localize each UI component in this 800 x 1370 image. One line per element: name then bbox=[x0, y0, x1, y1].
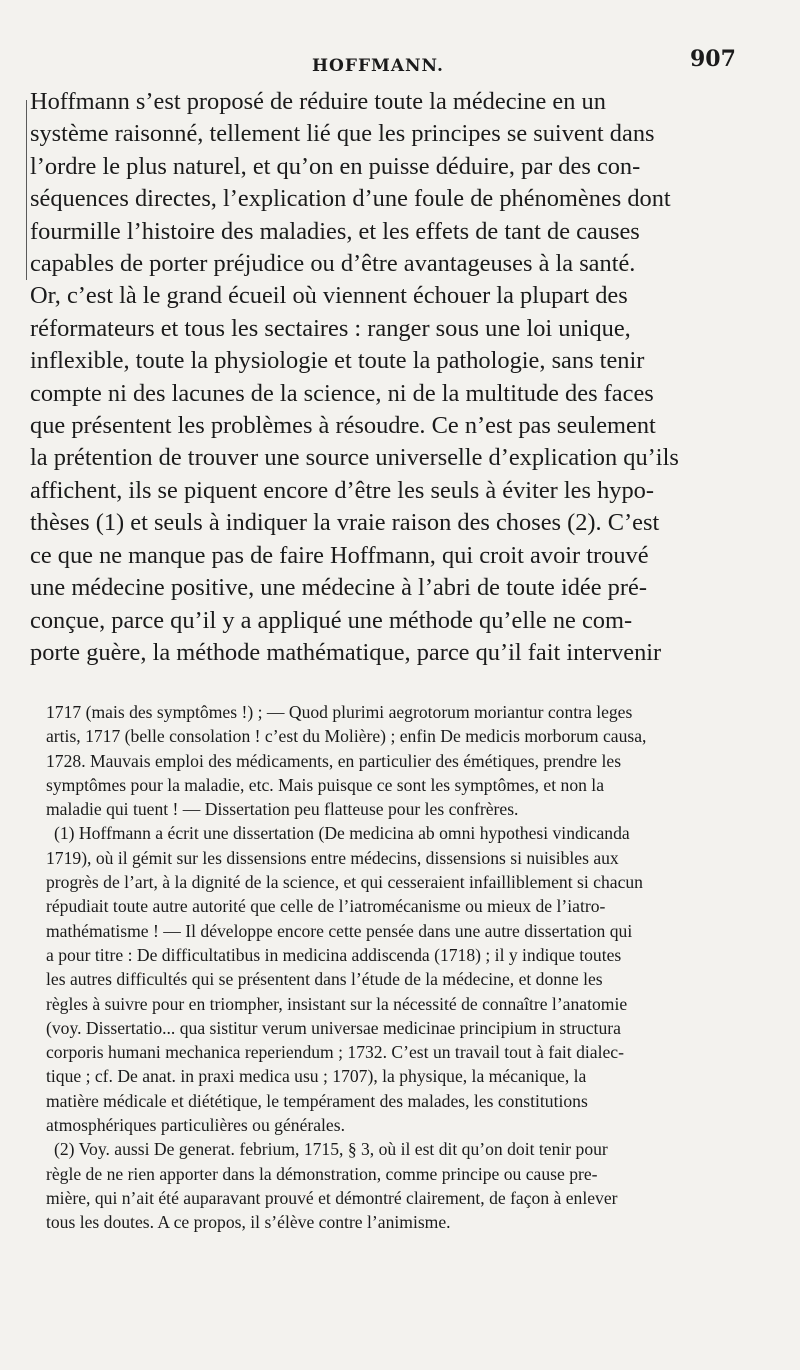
body-line: Hoffmann s’est proposé de réduire toute la médecine en un bbox=[30, 88, 606, 115]
body-line: porte guère, la méthode mathématique, parce qu’il fait intervenir bbox=[30, 638, 662, 666]
page-header bbox=[0, 42, 800, 82]
body-line: ce que ne manque pas de faire Hoffmann, qui croit avoir trouvé bbox=[30, 541, 649, 569]
body-line: compte ni des lacunes de la science, ni de la multitude des faces bbox=[30, 379, 654, 407]
footnote-line: (voy. Dissertatio... qua sistitur verum universae medicinae principium in structura bbox=[46, 1017, 621, 1038]
footnote-2 bbox=[46, 1137, 758, 1234]
footnote-line: 1728. Mauvais emploi des médicaments, en particulier des émétiques, prendre les bbox=[46, 750, 622, 771]
body-line: conçue, parce qu’il y a appliqué une méthode qu’elle ne com- bbox=[30, 606, 633, 634]
footnotes bbox=[46, 700, 758, 1235]
body-line: Or, c’est là le grand écueil où viennent échouer la plupart des bbox=[30, 282, 628, 310]
footnote-line: mière, qui n’ait été auparavant prouvé et démontré clairement, de façon à enlever bbox=[46, 1187, 618, 1208]
body-line: inflexible, toute la physiologie et toute la pathologie, sans tenir bbox=[30, 347, 645, 375]
body-line: séquences directes, l’explication d’une foule de phénomènes dont bbox=[30, 185, 671, 213]
footnote-1 bbox=[46, 821, 758, 1137]
body-line: la prétention de trouver une source universelle d’explication qu’ils bbox=[30, 444, 679, 472]
running-head: HOFFMANN. bbox=[312, 56, 444, 76]
footnote-line: 1717 (mais des symptômes !) ; — Quod plurimi aegrotorum moriantur contra leges bbox=[46, 702, 633, 722]
footnote-line: symptômes pour la maladie, etc. Mais puisque ce sont les symptômes, et non la bbox=[46, 774, 605, 795]
page-number: 907 bbox=[690, 46, 736, 72]
footnote-line: progrès de l’art, à la dignité de la science, et qui cesseraient infailliblement si chacun bbox=[46, 872, 643, 893]
footnote-line: mathématisme ! — Il développe encore cette pensée dans une autre dissertation qui bbox=[46, 920, 633, 941]
footnote-line: 1719), où il gémit sur les dissensions entre médecins, dissensions si nuisibles aux bbox=[46, 847, 619, 868]
body-line: thèses (1) et seuls à indiquer la vraie raison des choses (2). C’est bbox=[30, 509, 660, 537]
footnote-line: corporis humani mechanica reperiendum ; 1732. C’est un travail tout à fait dialec- bbox=[46, 1042, 624, 1063]
footnote-line: tique ; cf. De anat. in praxi medica usu ; 1707), la physique, la mécanique, la bbox=[46, 1066, 587, 1087]
body-line: fourmille l’histoire des maladies, et les effets de tant de causes bbox=[30, 217, 640, 245]
footnote-line: (2) Voy. aussi De generat. febrium, 1715, § 3, où il est dit qu’on doit tenir pour bbox=[54, 1139, 608, 1160]
footnote-line: tous les doutes. A ce propos, il s’élève contre l’animisme. bbox=[46, 1212, 451, 1233]
body-line: capables de porter préjudice ou d’être avantageuses à la santé. bbox=[30, 250, 636, 278]
footnote-line: (1) Hoffmann a écrit une dissertation (De medicina ab omni hypothesi vindicanda bbox=[54, 823, 630, 844]
footnote-line: répudiait toute autre autorité que celle de l’iatromécanisme ou mieux de l’iatro- bbox=[46, 896, 606, 917]
body-line: que présentent les problèmes à résoudre. Ce n’est pas seulement bbox=[30, 412, 656, 440]
body-line: réformateurs et tous les sectaires : ranger sous une loi unique, bbox=[30, 314, 631, 342]
body-line: système raisonné, tellement lié que les principes se suivent dans bbox=[30, 120, 655, 148]
body-line: l’ordre le plus naturel, et qu’on en puisse déduire, par des con- bbox=[30, 152, 641, 180]
footnote-line: artis, 1717 (belle consolation ! c’est du Molière) ; enfin De medicis morborum causa, bbox=[46, 726, 647, 747]
footnote-line: matière médicale et diététique, le tempérament des malades, les constitutions bbox=[46, 1090, 588, 1111]
body-line: affichent, ils se piquent encore d’être les seuls à éviter les hypo- bbox=[30, 476, 654, 504]
main-text bbox=[30, 86, 740, 669]
margin-line bbox=[26, 100, 27, 280]
footnote-line: atmosphériques particulières ou générales. bbox=[46, 1115, 345, 1136]
footnote-line: a pour titre : De difficultatibus in medicina addiscenda (1718) ; il y indique toutes bbox=[46, 944, 622, 965]
footnote-line: règles à suivre pour en triompher, insistant sur la nécessité de connaître l’anatomie bbox=[46, 993, 628, 1014]
footnote-continuation bbox=[46, 700, 758, 821]
footnote-line: les autres difficultés qui se présentent dans l’étude de la médecine, et donne les bbox=[46, 969, 603, 990]
footnote-line: règle de ne rien apporter dans la démonstration, comme principe ou cause pre- bbox=[46, 1163, 598, 1184]
footnote-line: maladie qui tuent ! — Dissertation peu flatteuse pour les confrères. bbox=[46, 799, 519, 820]
body-line: une médecine positive, une médecine à l’abri de toute idée pré- bbox=[30, 574, 647, 602]
